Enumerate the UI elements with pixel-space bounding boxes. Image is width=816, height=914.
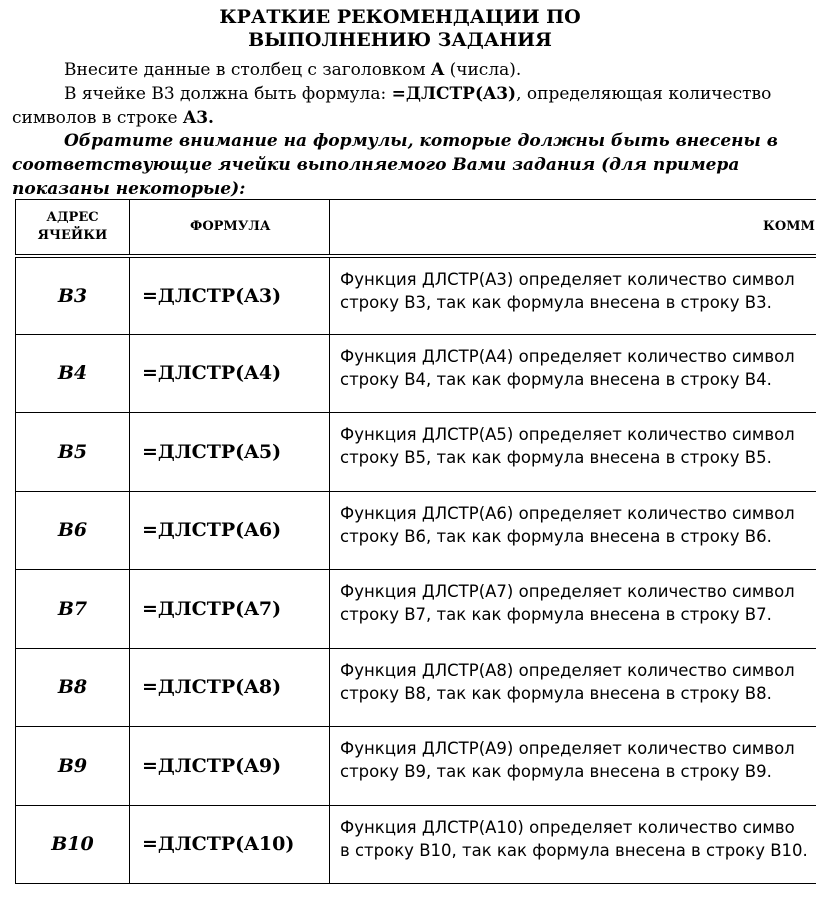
formula-table-container <box>15 199 816 889</box>
example-formula: =ДЛСТР(A3) <box>391 84 517 104</box>
table-row <box>16 570 816 649</box>
cell-comment <box>330 648 816 727</box>
formula-table <box>15 199 816 884</box>
cell-comment <box>330 570 816 649</box>
cell-formula: =ДЛСТР(A9) <box>130 727 330 806</box>
comment-line-2: в строку B10, так как формула внесена в строку B10. <box>340 840 808 860</box>
cell-comment <box>330 805 816 884</box>
comment-line-1: Функция ДЛСТР(A8) определяет количество символ <box>340 660 795 680</box>
comment-line-1: Функция ДЛСТР(A7) определяет количество символ <box>340 582 795 601</box>
cell-reference: A3. <box>183 108 214 128</box>
cell-formula: =ДЛСТР(A6) <box>130 491 330 570</box>
comment-line-2: строку B9, так как формула внесена в строку B9. <box>340 762 772 781</box>
comment-line-2: строку B3, так как формула внесена в строку B3. <box>340 292 772 312</box>
cell-formula: =ДЛСТР(A5) <box>130 413 330 492</box>
cell-formula: =ДЛСТР(A10) <box>130 805 330 884</box>
table-row <box>16 491 816 570</box>
cell-address: B10 <box>16 805 130 884</box>
cell-formula: =ДЛСТР(A8) <box>130 648 330 727</box>
cell-address: B6 <box>16 491 130 570</box>
cell-comment <box>330 413 816 492</box>
intro-paragraph-1: Внесите данные в столбец с заголовком A (числа). <box>64 60 522 80</box>
table-row <box>16 413 816 492</box>
cell-address: B5 <box>16 413 130 492</box>
cell-comment <box>330 256 816 335</box>
comment-line-1: Функция ДЛСТР(A9) определяет количество символ <box>340 739 795 758</box>
table-row <box>16 727 816 806</box>
comment-line-1: Функция ДЛСТР(A4) определяет количество символ <box>340 346 795 366</box>
comment-line-2: строку B8, так как формула внесена в строку B8. <box>340 683 772 703</box>
cell-comment <box>330 491 816 570</box>
header-comment: КОММ <box>330 200 816 256</box>
title-line-2: ВЫПОЛНЕНИЮ ЗАДАНИЯ <box>248 29 552 51</box>
intro-paragraph-2: В ячейке B3 должна быть формула: =ДЛСТР(A3), определяющая количество символов в строке A3. <box>12 84 772 128</box>
comment-line-2: строку B7, так как формула внесена в строку B7. <box>340 605 772 624</box>
cell-formula: =ДЛСТР(A3) <box>130 256 330 335</box>
cell-address: B9 <box>16 727 130 806</box>
cell-formula: =ДЛСТР(A4) <box>130 334 330 413</box>
table-header-row <box>16 200 816 256</box>
cell-address: B3 <box>16 256 130 335</box>
title-line-1: КРАТКИЕ РЕКОМЕНДАЦИИ ПО <box>219 6 581 28</box>
header-address: АДРЕС ЯЧЕЙКИ <box>16 200 130 256</box>
table-row <box>16 256 816 335</box>
cell-comment <box>330 334 816 413</box>
cell-comment <box>330 727 816 806</box>
column-a-name: A <box>431 60 445 80</box>
page-title <box>0 6 800 52</box>
comment-line-2: строку B4, так как формула внесена в строку B4. <box>340 369 772 389</box>
table-row <box>16 334 816 413</box>
table-row <box>16 805 816 884</box>
cell-address: B7 <box>16 570 130 649</box>
comment-line-1: Функция ДЛСТР(A3) определяет количество символ <box>340 269 795 289</box>
comment-line-1: Функция ДЛСТР(A10) определяет количество симво <box>340 817 795 837</box>
cell-formula: =ДЛСТР(A7) <box>130 570 330 649</box>
comment-line-2: строку B6, так как формула внесена в строку B6. <box>340 526 772 546</box>
comment-line-1: Функция ДЛСТР(A5) определяет количество символ <box>340 425 795 444</box>
comment-line-2: строку B5, так как формула внесена в строку B5. <box>340 448 772 467</box>
intro-paragraph-3: Обратите внимание на формулы, которые должны быть внесены в соответствующие ячейки выполняемого Вами задания (для примера показаны некоторые): <box>12 131 778 199</box>
cell-address: B8 <box>16 648 130 727</box>
comment-line-1: Функция ДЛСТР(A6) определяет количество символ <box>340 503 795 523</box>
cell-address: B4 <box>16 334 130 413</box>
table-row <box>16 648 816 727</box>
header-formula: ФОРМУЛА <box>130 200 330 256</box>
